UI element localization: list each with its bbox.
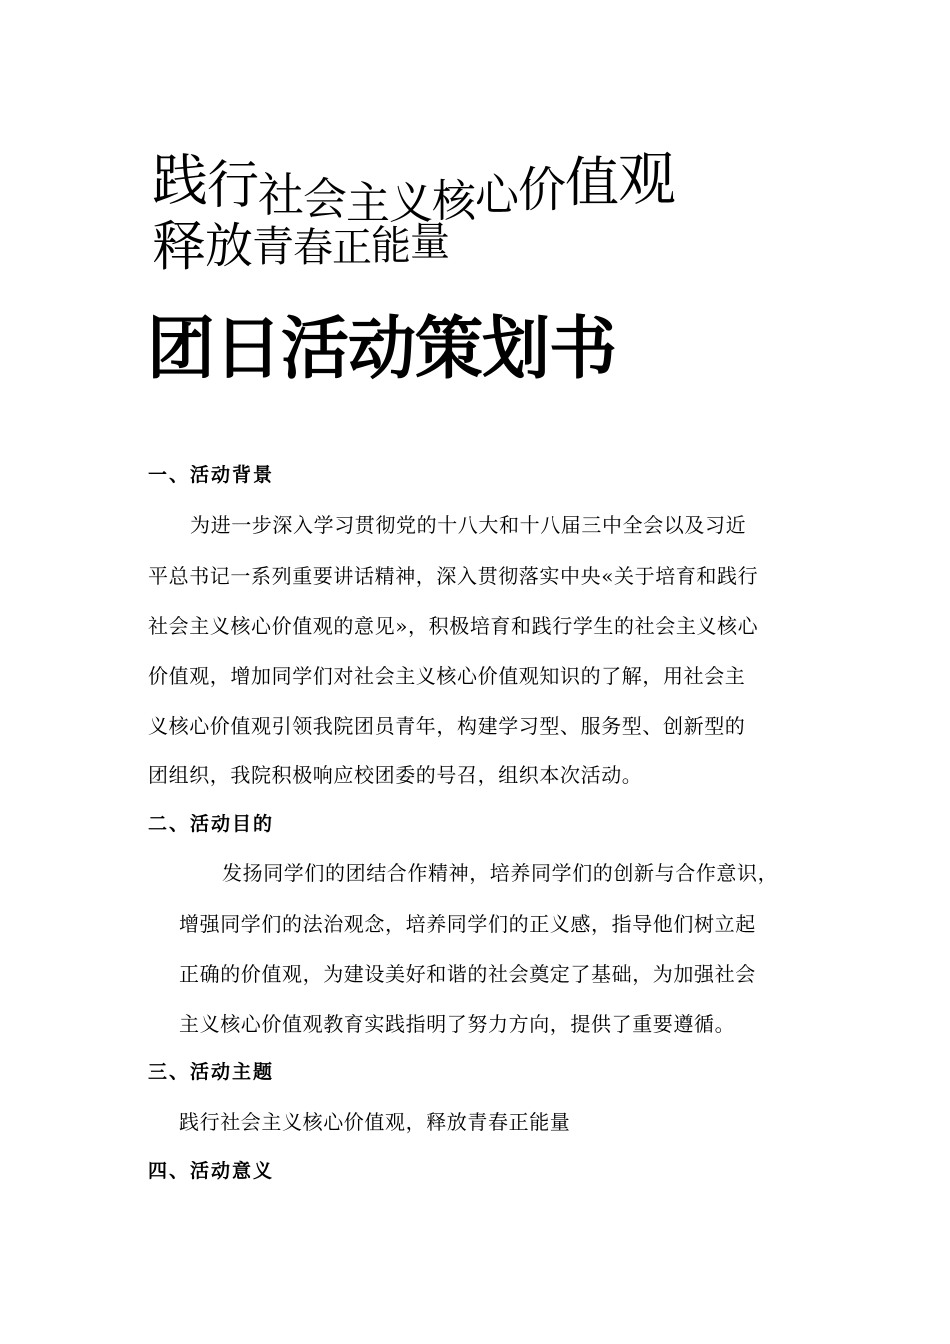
wordart-char: 价	[518, 162, 566, 218]
section-heading-theme: 三、活动主题	[148, 1061, 275, 1083]
paragraph-line: 正确的价值观，为建设美好和谐的社会奠定了基础，为加强社会	[179, 962, 756, 986]
wordart-char: 正	[332, 225, 372, 271]
wordart-char: 社	[258, 168, 304, 222]
wordart-char: 践	[152, 149, 207, 214]
wordart-char: 核	[432, 176, 476, 227]
wordart-line-2	[152, 216, 449, 296]
wordart-char: 会	[303, 174, 347, 225]
wordart-char: 行	[207, 156, 259, 216]
section-heading-background: 一、活动背景	[148, 464, 275, 486]
section-heading-significance: 四、活动意义	[148, 1160, 275, 1182]
paragraph-line: 平总书记一系列重要讲话精神，深入贯彻落实中央«关于培育和践行	[148, 564, 759, 588]
wordart-char: 量	[410, 219, 450, 265]
paragraph-line: 团组织，我院积极响应校团委的号召，组织本次活动。	[148, 763, 643, 787]
paragraph-line: 为进一步深入学习贯彻党的十八大和十八届三中全会以及习近	[190, 513, 747, 537]
wordart-char: 青	[252, 222, 294, 271]
document-title: 团日活动策划书	[147, 310, 617, 389]
paragraph-line: 践行社会主义核心价值观，释放青春正能量	[179, 1110, 571, 1134]
wordart-char: 主	[346, 178, 390, 229]
wordart-char: 放	[205, 218, 253, 274]
wordart-char: 释	[152, 215, 205, 278]
paragraph-line: 增强同学们的法治观念，培养同学们的正义感，指导他们树立起	[179, 912, 756, 936]
wordart-char: 能	[371, 223, 411, 269]
wordart-char: 观	[618, 145, 676, 213]
wordart-char: 心	[475, 170, 519, 221]
wordart-char: 义	[389, 178, 433, 229]
paragraph-line: 发扬同学们的团结合作精神，培养同学们的创新与合作意识，	[222, 861, 779, 885]
wordart-char: 春	[293, 225, 333, 271]
paragraph-line: 价值观，增加同学们对社会主义核心价值观知识的了解，用社会主	[148, 664, 746, 688]
paragraph-line: 社会主义核心价值观的意见»，积极培育和践行学生的社会主义核心	[148, 614, 759, 638]
paragraph-line: 主义核心价值观教育实践指明了努力方向，提供了重要遵循。	[179, 1012, 736, 1036]
paragraph-line: 义核心价值观引领我院团员青年，构建学习型、服务型、创新型的	[148, 714, 746, 738]
section-heading-purpose: 二、活动目的	[148, 813, 275, 835]
wordart-title	[152, 145, 832, 300]
wordart-char: 值	[565, 151, 619, 214]
